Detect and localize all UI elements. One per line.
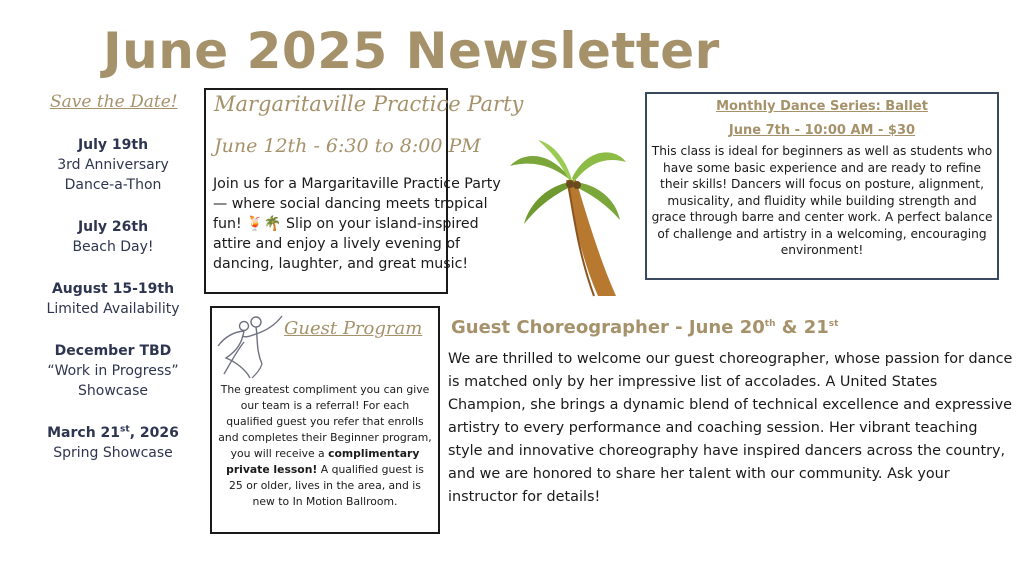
event-item xyxy=(28,135,198,195)
choreographer-title-text: & 21 xyxy=(775,317,829,338)
event-item xyxy=(28,279,198,319)
margaritaville-body: Join us for a Margaritaville Practice Party — where social dancing meets tropical fun! 🍹🌴 Slip on your island-inspired attire and enjoy a lively evening of dancing, laughter, and great music! xyxy=(213,176,501,272)
margaritaville-card xyxy=(204,88,524,294)
event-item xyxy=(28,423,198,463)
choreographer-body: We are thrilled to welcome our guest choreographer, whose passion for dance is matched only by her impressive list of accolades. A United States Champion, she brings a dynamic blend of technical excellence and expressive artistry to every performance and coaching session. Her vibrant teaching style and innovative choreography have inspired dancers across the country, and we are honored to share her talent with our community. Ask your instructor for details! xyxy=(448,351,1013,505)
event-date-sup: st xyxy=(120,424,130,435)
event-desc: 3rd Anniversary xyxy=(57,157,169,173)
margaritaville-time: June 12th - 6:30 to 8:00 PM xyxy=(214,135,481,157)
newsletter-title: June 2025 Newsletter xyxy=(103,22,720,80)
choreographer-title-sup: st xyxy=(828,319,839,329)
event-dates-list xyxy=(28,135,198,485)
guest-program-title: Guest Program xyxy=(284,318,423,339)
guest-program-body xyxy=(218,382,432,510)
event-desc: “Work in Progress” xyxy=(47,363,179,379)
save-the-date-heading: Save the Date! xyxy=(50,92,178,112)
ballet-body: This class is ideal for beginners as well as students who have some basic experience and are ready to refine their skills! Dancers will focus on posture, alignment, musicality, and fluidity while building strength and grace through barre and center work. A perfect balance of challenge and artistry in a welcoming, encouraging environment! xyxy=(651,144,993,257)
event-date: July 26th xyxy=(77,219,149,235)
choreographer-title-text: Guest Choreographer - June 20 xyxy=(451,317,765,338)
guest-program-card xyxy=(210,306,440,534)
event-desc: Showcase xyxy=(78,383,148,399)
guest-body-bold: complimentary private lesson! xyxy=(226,447,420,476)
event-date xyxy=(28,423,198,443)
ballet-date: June 7th - 10:00 AM - $30 xyxy=(728,123,916,138)
event-date: August 15-19th xyxy=(51,281,175,297)
guest-body-text: A qualified guest is 25 or older, lives in the area, and is new to In Motion Ballroom. xyxy=(229,463,424,508)
guest-body-text: The greatest compliment you can give our team is a referral! For each qualified guest you refer that enrolls and completes their Beginner program, you will receive a xyxy=(218,383,432,460)
event-desc: Beach Day! xyxy=(72,239,154,255)
event-desc: Spring Showcase xyxy=(53,445,173,461)
ballet-series-card xyxy=(645,92,999,280)
choreographer-title xyxy=(451,317,838,338)
event-date: December TBD xyxy=(54,343,172,359)
palm-tree-icon xyxy=(508,140,628,300)
event-item xyxy=(28,217,198,257)
event-desc: Limited Availability xyxy=(46,301,180,317)
event-item xyxy=(28,341,198,401)
event-date-suffix: , 2026 xyxy=(129,425,179,441)
event-date: July 19th xyxy=(77,137,149,153)
ballet-title: Monthly Dance Series: Ballet xyxy=(716,99,928,114)
event-desc: Dance-a-Thon xyxy=(64,177,162,193)
margaritaville-title: Margaritaville Practice Party xyxy=(214,92,524,116)
event-date-prefix: March 21 xyxy=(47,425,121,441)
dancing-couple-icon xyxy=(216,312,286,380)
choreographer-title-sup: th xyxy=(764,319,776,329)
